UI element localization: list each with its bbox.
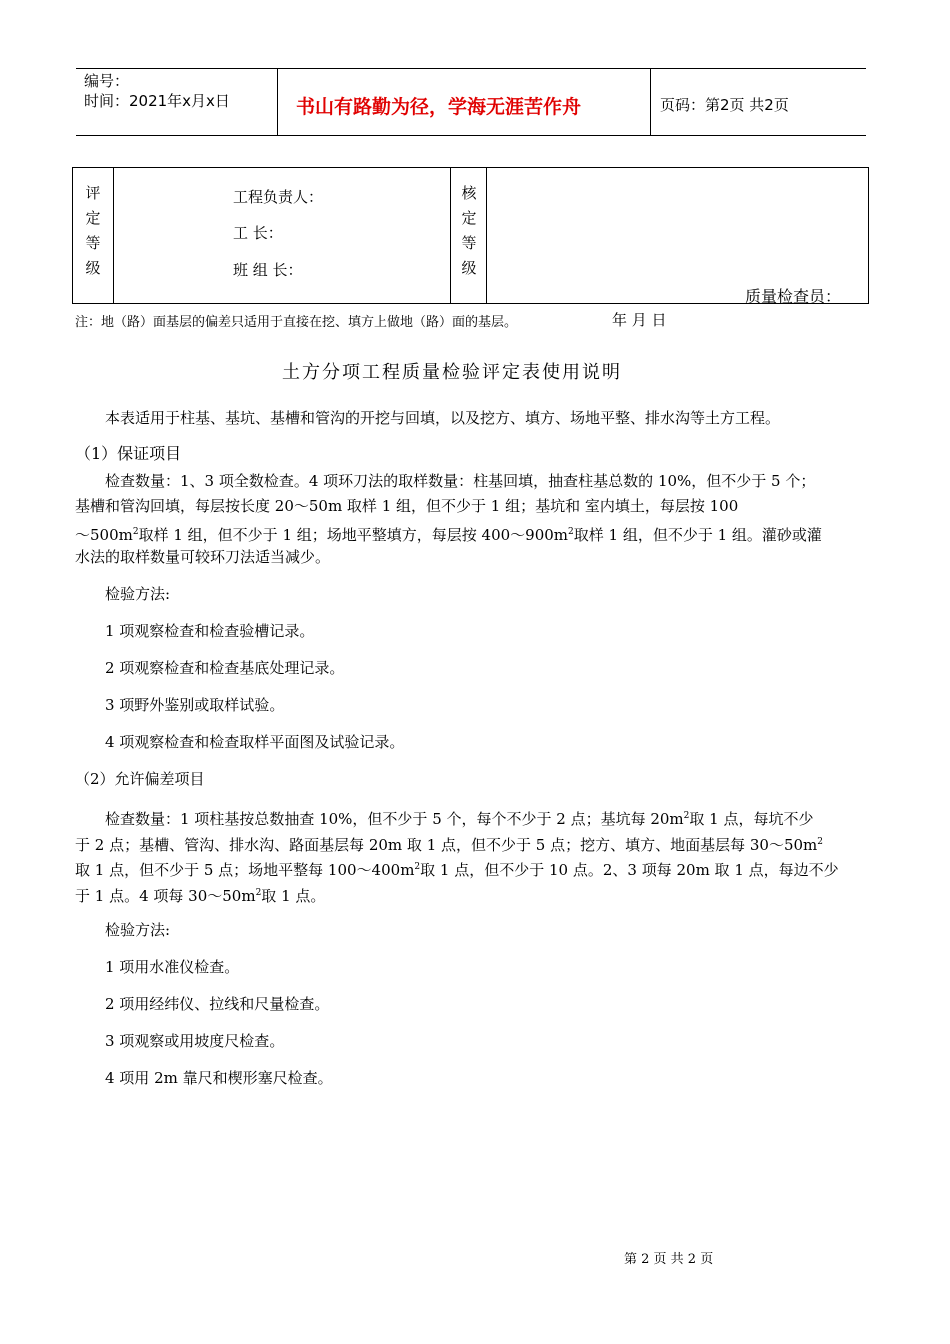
header-motto: 书山有路勤为径，学海无涯苦作舟 (296, 96, 582, 118)
section1-qty-line: $\sim 500m^2$取样 1 组，但不少于 1 组；场地平整填方，每层按 $400\sim 900m^2$取样 1 组，但不少于 1 组。灌砂或灌 (75, 526, 822, 544)
section2-qty-line: 检查数量：1 项柱基按总数抽查 10%，但不少于 5 个，每个不少于 2 点；基坑每 $20m^2$取 1 点，每坑不少 (105, 810, 814, 828)
section2-method-item: 4 项用 2m 靠尺和楔形塞尺检查。 (105, 1069, 333, 1087)
section2-qty-line: 于 1 点。4 项每 $30\sim 50m^2$取 1 点。 (75, 887, 326, 905)
section1-qty-line: 基槽和管沟回填，每层按长度 20～50m 取样 1 组，但不少于 1 组；基坑和 室内填土，每层按 100 (75, 497, 739, 515)
section2-method-item: 1 项用水准仪检查。 (105, 958, 240, 976)
rating-grade-label: 评定等级 (85, 184, 101, 277)
section1-qty-line: 水法的取样数量可较环刀法适当减少。 (75, 548, 331, 566)
section2-method-item: 3 项观察或用坡度尺检查。 (105, 1032, 285, 1050)
section1-heading: （1）保证项目 (75, 444, 182, 463)
header-divider-right (650, 68, 651, 136)
note-date: 年 月 日 (612, 311, 667, 329)
section1-method-label: 检验方法: (105, 585, 171, 603)
header-bottom-rule (76, 135, 866, 136)
page-footer: 第 2 页 共 2 页 (624, 1252, 714, 1267)
section1-method-item: 2 项观察检查和检查基底处理记录。 (105, 659, 345, 677)
header-divider-left (277, 68, 278, 136)
team-lead-label: 班 组 长： (233, 261, 303, 279)
doc-time-label: 时间：2021年x月x日 (84, 92, 230, 110)
evaluation-table (72, 167, 869, 304)
header-top-rule (76, 68, 866, 69)
table-note: 注：地（路）面基层的偏差只适用于直接在挖、填方上做地（路）面的基层。 (75, 315, 518, 330)
inspector-label: 质量检查员： (745, 287, 842, 306)
section2-qty-line: 取 1 点，但不少于 5 点；场地平整每 $100\sim 400m^2$取 1 点，但不少于 10 点。2、3 项每 20m 取 1 点，每边不少 (75, 861, 839, 879)
doc-title: 土方分项工程质量检验评定表使用说明 (282, 362, 622, 383)
section2-heading: （2）允许偏差项目 (75, 770, 205, 788)
section1-method-item: 4 项观察检查和检查取样平面图及试验记录。 (105, 733, 405, 751)
intro-paragraph: 本表适用于柱基、基坑、基槽和管沟的开挖与回填，以及挖方、填方、场地平整、排水沟等土方工程。 (105, 409, 781, 427)
section2-method-label: 检验方法: (105, 921, 171, 939)
table-divider (113, 168, 114, 303)
doc-number-label: 编号： (84, 72, 130, 90)
section1-method-item: 3 项野外鉴别或取样试验。 (105, 696, 285, 714)
section2-method-item: 2 项用经纬仪、拉线和尺量检查。 (105, 995, 330, 1013)
verify-grade-label: 核定等级 (461, 184, 477, 277)
project-lead-label: 工程负责人： (233, 188, 324, 206)
table-divider (450, 168, 451, 303)
table-divider (486, 168, 487, 303)
section1-method-item: 1 项观察检查和检查验槽记录。 (105, 622, 315, 640)
page-indicator: 页码：第2页 共2页 (660, 96, 789, 114)
section1-qty-line: 检查数量：1、3 项全数检查。4 项环刀法的取样数量：柱基回填，抽查柱基总数的 10%，但不少于 5 个； (105, 472, 816, 490)
section2-qty-line: 于 2 点；基槽、管沟、排水沟、路面基层每 20m 取 1 点，但不少于 5 点；挖方、填方、地面基层每 $30\sim 50m^2$ (75, 836, 823, 854)
foreman-label: 工 长： (233, 224, 283, 242)
